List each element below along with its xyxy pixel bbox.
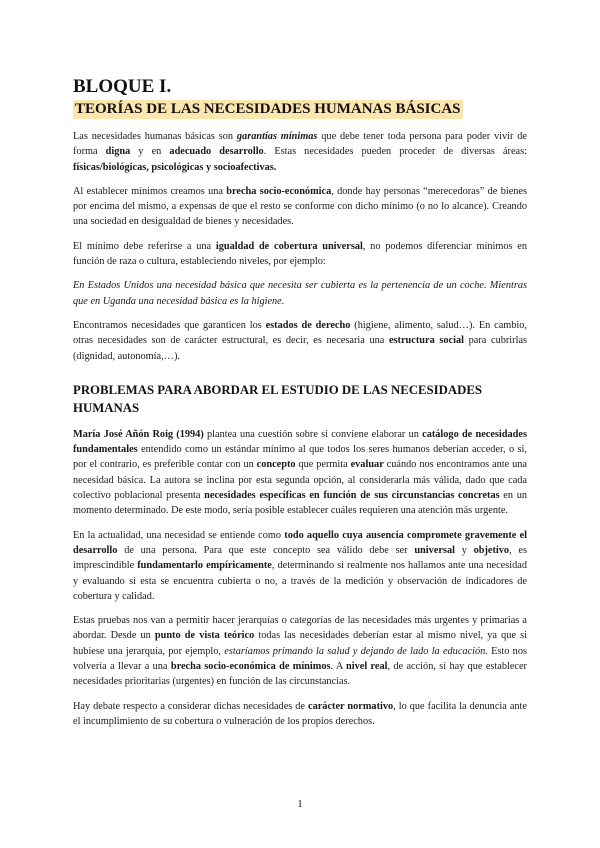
text-run: , no podemos diferenciar mínimos en función de raza o cultura, estableciendo niveles, por ejemplo: <box>73 240 527 268</box>
text-run: Al establecer mínimos creamos una <box>73 185 227 197</box>
text-run: entendido como un estándar mínimo al que todos los seres humanos deberían acceder, o si, por el contrario, es preferible contar con un <box>73 444 527 471</box>
paragraph <box>73 184 527 230</box>
text-run: El mínimo debe referirse a una <box>73 240 216 252</box>
emphasized-text: catálogo de necesidades fundamentales <box>73 428 527 456</box>
emphasized-text: brecha socio-económica <box>226 185 332 197</box>
text-run: , es imprescindible <box>73 544 527 572</box>
emphasized-text: nivel real <box>346 661 388 673</box>
text-run: (higiene, alimento, salud…). En cambio, otras necesidades son de carácter estructural, es decir, es necesaria una <box>73 319 528 347</box>
text-run: que permita <box>295 459 351 471</box>
text-run: en un momento determinado. De este modo, sería posible establecer cuáles requieren una atención más urgente. <box>73 490 528 517</box>
emphasized-text: estados de derecho <box>265 319 351 331</box>
text-run: de una persona. Para que este concepto sea válido debe ser <box>117 544 415 556</box>
emphasized-text: punto de vista teórico <box>154 630 255 642</box>
text-run: , lo que facilita la denuncia ante el incumplimiento de su cobertura o vulneración de los propios derechos. <box>73 700 527 727</box>
emphasized-text: universal <box>414 544 455 556</box>
text-run: Hay debate respecto a considerar dichas necesidades de <box>73 700 309 712</box>
paragraph <box>73 129 527 175</box>
emphasized-text: igualdad de cobertura universal <box>215 240 363 252</box>
emphasized-text: adecuado desarrollo <box>169 146 264 158</box>
emphasized-text: En Estados Unidos una necesidad básica que necesita ser cubierta es la pertenencia de un coche. Mientras que en Uganda una necesidad básica es la higiene. <box>73 280 527 307</box>
paragraph <box>73 427 527 519</box>
emphasized-text: carácter normativo <box>308 700 394 712</box>
text-run: . Esto nos volvería a llevar a una <box>73 645 527 673</box>
text-run: . A <box>330 661 347 673</box>
text-run: plantea una cuestión sobre si conviene elaborar un <box>203 428 423 440</box>
emphasized-text: todo aquello cuya ausencia compromete gravemente el desarrollo <box>73 529 527 556</box>
block-heading: BLOQUE I. <box>73 76 172 97</box>
emphasized-text: concepto <box>256 459 296 471</box>
text-run: para cubrirlas (dignidad, autonomía,…). <box>73 335 528 362</box>
paragraph <box>73 699 527 730</box>
paragraph <box>73 613 527 689</box>
emphasized-text: objetivo <box>473 544 510 556</box>
text-run: Encontramos necesidades que garanticen los <box>73 319 266 331</box>
emphasized-text: físicas/biológicas, psicológicas y socioafectivas. <box>73 161 277 173</box>
text-run: y <box>454 544 474 556</box>
emphasized-text: brecha socio-económica de mínimos <box>170 661 331 673</box>
emphasized-text: evaluar <box>350 459 384 471</box>
text-run: todas las necesidades deberían estar al mismo nivel, ya que si hubiese una jerarquía, por ejemplo, <box>73 630 527 657</box>
paragraph <box>73 318 527 364</box>
text-run: , de acción, sí hay que establecer necesidades prioritarias (urgentes) en función de las circunstancias. <box>73 661 527 688</box>
section-heading: PROBLEMAS PARA ABORDAR EL ESTUDIO DE LAS NECESIDADES HUMANAS <box>73 382 482 415</box>
emphasized-text: necesidades específicas en función de sus circunstancias concretas <box>204 490 500 502</box>
emphasized-text: garantías mínimas <box>236 131 318 142</box>
emphasized-text: digna <box>105 146 131 158</box>
emphasized-text: María José Añón Roig (1994) <box>73 428 204 440</box>
paragraph <box>73 528 527 604</box>
text-run: y en <box>130 146 170 158</box>
text-run: En la actualidad, una necesidad se entiende como <box>73 529 285 541</box>
text-run: , determinando si realmente nos hallamos ante una necesidad y evaluando si esta se encuentra cubierta o no, a través de la medición y observación de indicadores de cobertura y calidad. <box>73 560 527 602</box>
emphasized-text: fundamentarlo empíricamente <box>137 560 272 572</box>
text-run: . Estas necesidades pueden proceder de diversas áreas: <box>263 146 527 158</box>
page-content <box>73 76 527 729</box>
block-subheading: TEORÍAS DE LAS NECESIDADES HUMANAS BÁSICAS <box>75 101 461 117</box>
paragraph <box>73 239 527 270</box>
text-run: Las necesidades humanas básicas son <box>73 131 237 142</box>
text-run: Estas pruebas nos van a permitir hacer jerarquías o categorías de las necesidades más urgentes y primarias a abordar. Desde un <box>73 615 527 642</box>
text-run: que debe tener toda persona para poder vivir de forma <box>73 131 527 158</box>
emphasized-text: estaríamos primando la salud y dejando de lado la educación <box>224 645 486 657</box>
example-paragraph <box>73 278 527 309</box>
page-number: 1 <box>297 798 303 810</box>
text-run: cuándo nos encontramos ante una necesidad básica. La autora se inclina por esta segunda opción, al considerarla más válida, dado que cada colectivo poblacional presenta <box>73 459 527 502</box>
text-run: , donde hay personas “merecedoras” de bienes por encima del mismo, a expensas de que el resto se conforme con dicho mínimo (o no lo alcance). Creando una sociedad en desigualdad de bienes y necesidades. <box>73 185 527 228</box>
emphasized-text: estructura social <box>388 335 464 347</box>
